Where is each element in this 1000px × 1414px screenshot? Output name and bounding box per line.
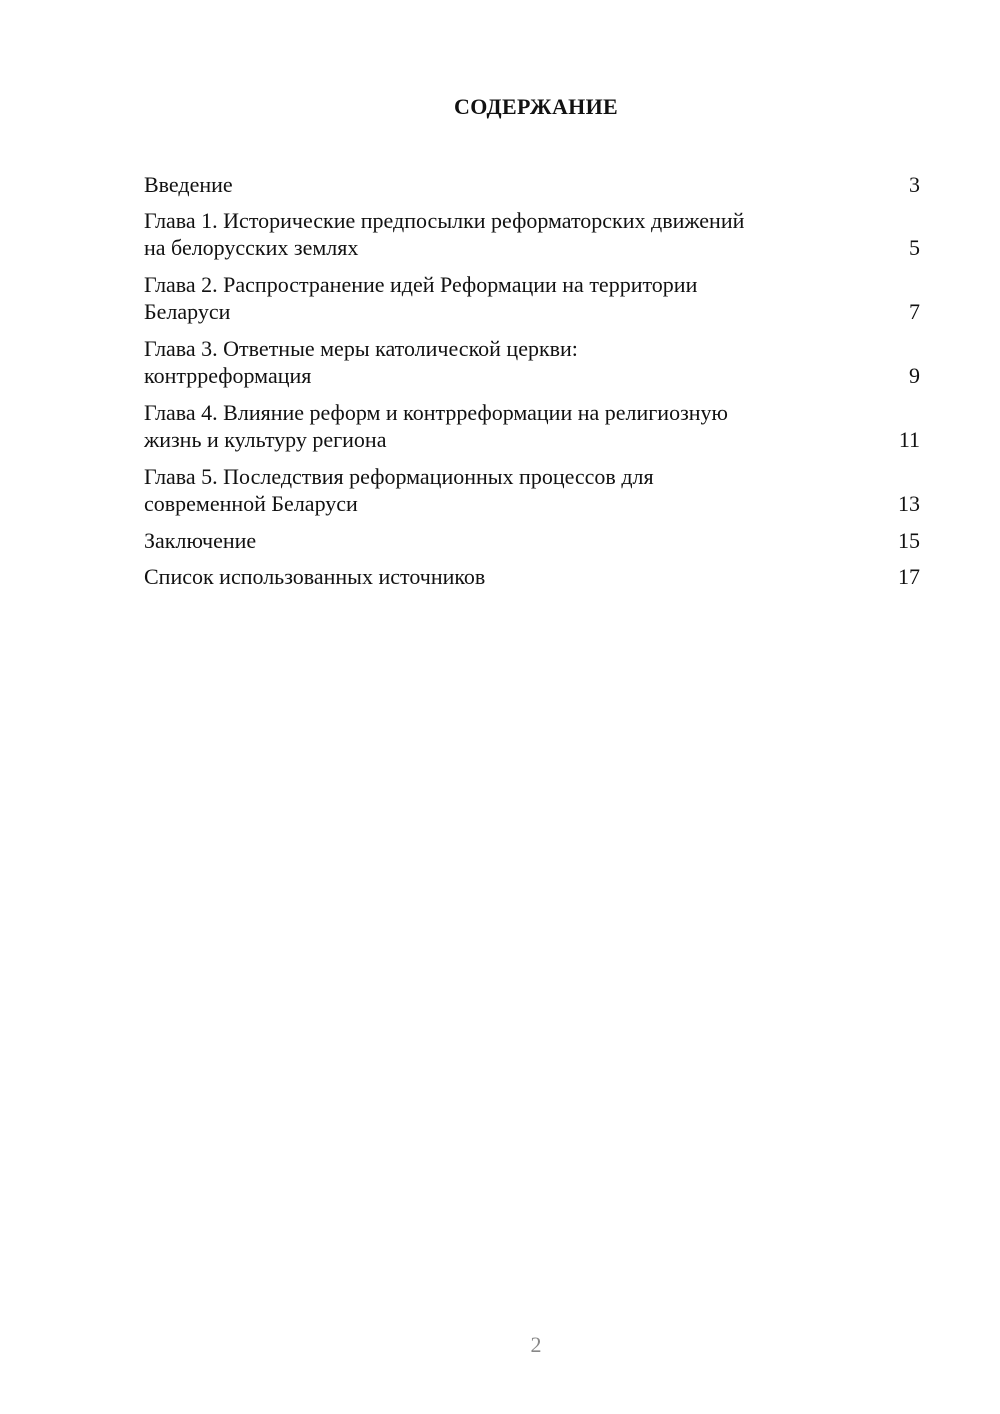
toc-entry-text	[144, 335, 578, 389]
toc-entry-line: Глава 5. Последствия реформационных процессов для	[144, 464, 654, 489]
toc-entry-chapter-4[interactable]	[144, 399, 920, 453]
toc-entry-page: 17	[898, 564, 920, 589]
toc-entry-page: 7	[909, 299, 920, 324]
toc-entry-line: на белорусских землях	[144, 235, 359, 260]
toc-entry-text	[144, 563, 485, 590]
toc-entry-text	[144, 527, 256, 554]
toc-entry-line: Список использованных источников	[144, 564, 486, 589]
toc-entry-line: жизнь и культуру региона	[144, 427, 387, 452]
toc-entry-line: Заключение	[144, 528, 257, 553]
toc-entry-line: Введение	[144, 172, 233, 197]
toc-entry-page: 15	[898, 528, 920, 553]
toc-entry-page: 3	[909, 172, 920, 197]
toc-entry-text	[144, 399, 728, 453]
toc-entry-page: 9	[909, 363, 920, 388]
toc-entry-line: современной Беларуси	[144, 491, 358, 516]
page-title: СОДЕРЖАНИЕ	[454, 94, 618, 119]
toc-entry-introduction[interactable]	[144, 171, 920, 198]
toc-entry-conclusion[interactable]	[144, 527, 920, 554]
page-number: 2	[530, 1332, 542, 1357]
toc-entry-line: контрреформация	[144, 363, 312, 388]
toc-entry-line: Глава 3. Ответные меры католической церкви:	[144, 336, 578, 361]
toc-entry-line: Глава 1. Исторические предпосылки реформаторских движений	[144, 208, 745, 233]
toc-entry-page: 13	[898, 491, 920, 516]
table-of-contents	[144, 171, 920, 599]
toc-entry-page: 5	[909, 235, 920, 260]
toc-entry-text	[144, 207, 744, 261]
toc-entry-references[interactable]	[144, 563, 920, 590]
toc-entry-line: Глава 2. Распространение идей Реформации на территории	[144, 272, 698, 297]
toc-entry-chapter-3[interactable]	[144, 335, 920, 389]
toc-entry-chapter-2[interactable]	[144, 271, 920, 325]
toc-entry-text	[144, 271, 697, 325]
toc-entry-text	[144, 463, 654, 517]
toc-entry-line: Беларуси	[144, 299, 231, 324]
toc-entry-page: 11	[898, 427, 920, 452]
toc-entry-chapter-5[interactable]	[144, 463, 920, 517]
toc-entry-line: Глава 4. Влияние реформ и контрреформации на религиозную	[144, 400, 728, 425]
toc-entry-text	[144, 171, 233, 198]
toc-entry-chapter-1[interactable]	[144, 207, 920, 261]
